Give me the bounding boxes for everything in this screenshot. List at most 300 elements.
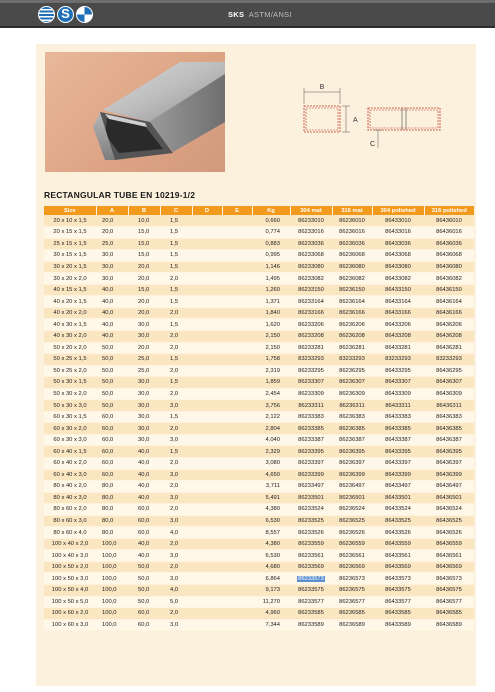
table-cell-316-mat: 86236585 <box>332 608 372 620</box>
table-row <box>44 619 474 631</box>
table-cell-b: 30,0 <box>128 411 160 423</box>
table-cell-316-mat: 86236068 <box>332 250 372 262</box>
table-cell-316-polished: 86436559 <box>424 538 474 550</box>
table-cell-size: 60 x 30 x 1,5 <box>44 411 96 423</box>
table-cell-a: 40,0 <box>96 330 128 342</box>
table-cell-e <box>222 400 252 412</box>
table-cell-size: 50 x 30 x 3,0 <box>44 400 96 412</box>
table-title: RECTANGULAR TUBE EN 10219-1/2 <box>44 190 196 200</box>
table-cell-316-mat: 86236399 <box>332 469 372 481</box>
table-cell-304-polished: 86433589 <box>372 619 424 631</box>
table-cell-size: 30 x 15 x 1,5 <box>44 250 96 262</box>
table-cell-316-mat: 86236206 <box>332 319 372 331</box>
table-cell-a: 50,0 <box>96 354 128 366</box>
table-cell-304-polished: 86433577 <box>372 596 424 608</box>
table-cell-b: 30,0 <box>128 377 160 389</box>
table-row <box>44 273 474 285</box>
table-cell-304-mat <box>290 573 332 585</box>
table-cell-304-mat: 86233575 <box>290 585 332 597</box>
dimension-b-label: B <box>319 84 325 91</box>
table-cell-316-polished: 86436569 <box>424 561 474 573</box>
table-cell-e <box>222 273 252 285</box>
table-cell-e <box>222 608 252 620</box>
table-cell-316-polished: 86436150 <box>424 284 474 296</box>
table-cell-304-polished: 86433295 <box>372 365 424 377</box>
table-cell-kg: 6,864 <box>252 573 290 585</box>
table-cell-304-polished: 86433068 <box>372 250 424 262</box>
table-cell-304-polished: 86433036 <box>372 238 424 250</box>
table-cell-e <box>222 238 252 250</box>
table-cell-c: 2,0 <box>160 504 192 516</box>
dimension-drawing <box>290 78 450 158</box>
table-row <box>44 423 474 435</box>
table-cell-304-mat: 86233569 <box>290 561 332 573</box>
table-cell-304-polished: 86433150 <box>372 284 424 296</box>
column-header-316-mat: 316 mat <box>332 206 372 215</box>
table-cell-a: 60,0 <box>96 446 128 458</box>
table-cell-c: 3,0 <box>160 492 192 504</box>
table-cell-d <box>192 457 222 469</box>
table-row <box>44 457 474 469</box>
table-cell-c: 2,0 <box>160 307 192 319</box>
table-cell-316-polished: 86436208 <box>424 330 474 342</box>
table-cell-b: 20,0 <box>128 261 160 273</box>
table-cell-kg: 2,329 <box>252 446 290 458</box>
table-cell-a: 60,0 <box>96 469 128 481</box>
table-cell-a: 80,0 <box>96 504 128 516</box>
table-cell-size: 40 x 20 x 2,0 <box>44 307 96 319</box>
table-cell-a: 100,0 <box>96 585 128 597</box>
table-cell-size: 60 x 40 x 1,5 <box>44 446 96 458</box>
table-cell-kg: 11,270 <box>252 596 290 608</box>
table-cell-e <box>222 365 252 377</box>
table-cell-c: 1,5 <box>160 215 192 227</box>
table-cell-size: 20 x 15 x 1,5 <box>44 227 96 239</box>
table-cell-304-mat: 86233016 <box>290 227 332 239</box>
table-cell-e <box>222 250 252 262</box>
table-cell-c: 2,0 <box>160 423 192 435</box>
table-cell-size: 50 x 25 x 2,0 <box>44 365 96 377</box>
table-cell-c: 1,5 <box>160 227 192 239</box>
table-cell-a: 25,0 <box>96 238 128 250</box>
table-cell-a: 80,0 <box>96 515 128 527</box>
table-cell-316-polished: 86436397 <box>424 457 474 469</box>
table-cell-size: 40 x 30 x 1,5 <box>44 319 96 331</box>
table-cell-304-mat: 86233387 <box>290 434 332 446</box>
table-cell-size: 80 x 40 x 2,0 <box>44 481 96 493</box>
table-cell-304-polished: 86433080 <box>372 261 424 273</box>
table-cell-a: 100,0 <box>96 596 128 608</box>
table-cell-c: 1,5 <box>160 250 192 262</box>
table-cell-d <box>192 446 222 458</box>
table-row <box>44 307 474 319</box>
table-cell-d <box>192 411 222 423</box>
table-cell-304-polished: 86433395 <box>372 446 424 458</box>
table-cell-a: 60,0 <box>96 411 128 423</box>
table-cell-a: 30,0 <box>96 261 128 273</box>
table-cell-a: 60,0 <box>96 457 128 469</box>
logo-disc-stripes-icon <box>38 6 55 23</box>
table-cell-d <box>192 296 222 308</box>
table-cell-d <box>192 481 222 493</box>
table-cell-b: 15,0 <box>128 250 160 262</box>
table-cell-304-mat: 86233385 <box>290 423 332 435</box>
table-cell-size: 40 x 15 x 1,5 <box>44 284 96 296</box>
table-cell-e <box>222 573 252 585</box>
table-cell-316-mat: 86236397 <box>332 457 372 469</box>
table-cell-304-mat: 86233208 <box>290 330 332 342</box>
table-row <box>44 411 474 423</box>
table-cell-size: 60 x 30 x 2,0 <box>44 423 96 435</box>
table-cell-d <box>192 365 222 377</box>
table-cell-kg: 6,530 <box>252 550 290 562</box>
table-cell-kg: 4,040 <box>252 434 290 446</box>
table-cell-304-mat: 86233295 <box>290 365 332 377</box>
table-cell-c: 2,0 <box>160 388 192 400</box>
table-cell-c: 3,0 <box>160 434 192 446</box>
table-row <box>44 319 474 331</box>
table-cell-316-mat: 86236559 <box>332 538 372 550</box>
table-cell-kg: 2,122 <box>252 411 290 423</box>
table-cell-c: 1,5 <box>160 296 192 308</box>
table-cell-c: 2,0 <box>160 538 192 550</box>
table-cell-304-mat: 86233589 <box>290 619 332 631</box>
table-cell-b: 25,0 <box>128 354 160 366</box>
table-cell-b: 30,0 <box>128 400 160 412</box>
table-cell-d <box>192 550 222 562</box>
table-cell-304-mat: 86233307 <box>290 377 332 389</box>
table-cell-316-polished: 86436016 <box>424 227 474 239</box>
table-cell-c: 1,5 <box>160 261 192 273</box>
table-cell-kg: 1,859 <box>252 377 290 389</box>
table-cell-316-polished: 86436307 <box>424 377 474 389</box>
table-cell-316-mat: 86236010 <box>332 215 372 227</box>
table-cell-size: 100 x 60 x 2,0 <box>44 608 96 620</box>
table-cell-304-polished: 86433524 <box>372 504 424 516</box>
table-row <box>44 469 474 481</box>
table-row <box>44 538 474 550</box>
table-cell-e <box>222 296 252 308</box>
table-cell-d <box>192 330 222 342</box>
table-cell-316-mat: 86236577 <box>332 596 372 608</box>
table-cell-e <box>222 527 252 539</box>
table-row <box>44 527 474 539</box>
table-cell-a: 100,0 <box>96 608 128 620</box>
table-cell-316-mat: 86236383 <box>332 411 372 423</box>
table-cell-304-mat: 86233068 <box>290 250 332 262</box>
table-cell-316-polished: 86436295 <box>424 365 474 377</box>
table-cell-size: 30 x 20 x 1,5 <box>44 261 96 273</box>
table-cell-size: 60 x 40 x 2,0 <box>44 457 96 469</box>
table-cell-304-mat: 86233082 <box>290 273 332 285</box>
table-cell-b: 20,0 <box>128 296 160 308</box>
table-cell-size: 100 x 40 x 2,0 <box>44 538 96 550</box>
table-cell-316-polished: 86436395 <box>424 446 474 458</box>
table-cell-b: 20,0 <box>128 342 160 354</box>
column-header-e: E <box>222 206 252 215</box>
table-cell-b: 60,0 <box>128 504 160 516</box>
table-cell-316-polished: 86436385 <box>424 423 474 435</box>
table-cell-304-polished: 86433387 <box>372 434 424 446</box>
header-bottom-strip <box>0 26 495 28</box>
table-cell-a: 80,0 <box>96 492 128 504</box>
table-cell-kg: 0,883 <box>252 238 290 250</box>
table-body <box>44 215 474 631</box>
table-cell-b: 50,0 <box>128 573 160 585</box>
table-row <box>44 377 474 389</box>
table-cell-b: 30,0 <box>128 319 160 331</box>
table-cell-a: 30,0 <box>96 250 128 262</box>
table-cell-b: 40,0 <box>128 469 160 481</box>
table-cell-a: 40,0 <box>96 284 128 296</box>
table-cell-d <box>192 284 222 296</box>
table-cell-316-polished: 86436577 <box>424 596 474 608</box>
table-cell-kg: 3,711 <box>252 481 290 493</box>
table-cell-316-mat: 86236166 <box>332 307 372 319</box>
table-cell-d <box>192 469 222 481</box>
table-row <box>44 354 474 366</box>
table-cell-kg: 2,804 <box>252 423 290 435</box>
table-cell-d <box>192 515 222 527</box>
table-cell-e <box>222 423 252 435</box>
table-cell-b: 60,0 <box>128 515 160 527</box>
tube-spec-table <box>44 206 474 631</box>
table-cell-316-mat: 86236208 <box>332 330 372 342</box>
brand-name: SKS <box>228 10 245 19</box>
table-cell-d <box>192 527 222 539</box>
table-row <box>44 238 474 250</box>
table-cell-304-polished: 86433573 <box>372 573 424 585</box>
table-cell-size: 30 x 20 x 2,0 <box>44 273 96 285</box>
table-cell-304-mat: 86233561 <box>290 550 332 562</box>
table-cell-316-polished: 86436068 <box>424 250 474 262</box>
table-cell-a: 50,0 <box>96 377 128 389</box>
table-cell-316-mat: 86236036 <box>332 238 372 250</box>
table-cell-e <box>222 515 252 527</box>
table-cell-a: 50,0 <box>96 365 128 377</box>
table-cell-c: 3,0 <box>160 469 192 481</box>
table-cell-b: 50,0 <box>128 561 160 573</box>
table-cell-316-polished: 86436387 <box>424 434 474 446</box>
table-cell-316-mat: 86236307 <box>332 377 372 389</box>
table-cell-a: 100,0 <box>96 550 128 562</box>
table-cell-a: 30,0 <box>96 273 128 285</box>
table-cell-e <box>222 215 252 227</box>
table-cell-a: 100,0 <box>96 619 128 631</box>
table-cell-size: 40 x 30 x 2,0 <box>44 330 96 342</box>
table-cell-316-mat: 86236497 <box>332 481 372 493</box>
table-cell-size: 80 x 60 x 4,0 <box>44 527 96 539</box>
table-cell-e <box>222 284 252 296</box>
table-cell-304-polished: 86433307 <box>372 377 424 389</box>
table-cell-kg: 1,620 <box>252 319 290 331</box>
table-row <box>44 284 474 296</box>
brand-standard: ASTM/ANSI <box>248 10 292 19</box>
column-header-d: D <box>192 206 222 215</box>
rectangular-tube-illustration <box>45 52 225 172</box>
table-cell-316-mat: 83233293 <box>332 354 372 366</box>
table-row <box>44 446 474 458</box>
table-cell-size: 100 x 50 x 4,0 <box>44 585 96 597</box>
table-cell-kg: 1,840 <box>252 307 290 319</box>
table-cell-304-mat: 86233577 <box>290 596 332 608</box>
table-cell-304-polished: 86433311 <box>372 400 424 412</box>
table-cell-c: 2,0 <box>160 561 192 573</box>
table-cell-d <box>192 388 222 400</box>
table-cell-b: 40,0 <box>128 446 160 458</box>
table-cell-c: 4,0 <box>160 585 192 597</box>
table-cell-316-mat: 86236589 <box>332 619 372 631</box>
table-cell-316-polished: 86436082 <box>424 273 474 285</box>
table-cell-304-mat: 86233395 <box>290 446 332 458</box>
table-cell-kg: 4,960 <box>252 608 290 620</box>
table-cell-a: 20,0 <box>96 227 128 239</box>
table-cell-c: 3,0 <box>160 550 192 562</box>
table-cell-316-polished: 86436573 <box>424 573 474 585</box>
table-cell-kg: 3,080 <box>252 457 290 469</box>
table-cell-316-polished: 86436036 <box>424 238 474 250</box>
table-cell-d <box>192 504 222 516</box>
table-cell-d <box>192 273 222 285</box>
table-row <box>44 365 474 377</box>
table-cell-size: 50 x 25 x 1,5 <box>44 354 96 366</box>
table-row <box>44 515 474 527</box>
table-cell-d <box>192 573 222 585</box>
table-cell-kg: 1,260 <box>252 284 290 296</box>
table-cell-kg: 2,454 <box>252 388 290 400</box>
logo-disc-quadrant-icon <box>76 6 93 23</box>
table-cell-a: 40,0 <box>96 307 128 319</box>
table-cell-316-polished: 86436526 <box>424 527 474 539</box>
table-cell-b: 40,0 <box>128 550 160 562</box>
table-cell-b: 50,0 <box>128 585 160 597</box>
table-cell-a: 50,0 <box>96 342 128 354</box>
table-cell-304-polished: 86433399 <box>372 469 424 481</box>
header-strip <box>0 0 495 3</box>
table-cell-316-polished: 86436497 <box>424 481 474 493</box>
table-row <box>44 227 474 239</box>
table-cell-e <box>222 550 252 562</box>
table-cell-d <box>192 423 222 435</box>
table-cell-c: 4,0 <box>160 527 192 539</box>
table-cell-b: 60,0 <box>128 527 160 539</box>
table-cell-c: 2,0 <box>160 457 192 469</box>
table-cell-316-mat: 86236309 <box>332 388 372 400</box>
table-cell-a: 80,0 <box>96 481 128 493</box>
selected-cell-text[interactable]: 86233573 <box>298 575 324 582</box>
table-cell-c: 2,0 <box>160 273 192 285</box>
table-cell-d <box>192 342 222 354</box>
table-row <box>44 330 474 342</box>
table-cell-d <box>192 619 222 631</box>
column-header-kg: Kg <box>252 206 290 215</box>
table-row <box>44 573 474 585</box>
table-cell-304-polished: 86433309 <box>372 388 424 400</box>
table-cell-a: 50,0 <box>96 400 128 412</box>
table-cell-size: 40 x 20 x 1,5 <box>44 296 96 308</box>
table-cell-e <box>222 619 252 631</box>
table-cell-e <box>222 354 252 366</box>
table-cell-316-polished: 83233293 <box>424 354 474 366</box>
table-cell-d <box>192 215 222 227</box>
column-header-304-polished: 304 polished <box>372 206 424 215</box>
table-cell-kg: 8,557 <box>252 527 290 539</box>
table-cell-304-mat: 86233397 <box>290 457 332 469</box>
table-cell-e <box>222 261 252 273</box>
table-cell-304-mat: 83233293 <box>290 354 332 366</box>
table-cell-d <box>192 400 222 412</box>
table-cell-316-polished: 86436164 <box>424 296 474 308</box>
table-cell-size: 60 x 40 x 3,0 <box>44 469 96 481</box>
table-cell-b: 25,0 <box>128 365 160 377</box>
column-header-c: C <box>160 206 192 215</box>
table-cell-e <box>222 434 252 446</box>
table-cell-e <box>222 538 252 550</box>
table-cell-b: 15,0 <box>128 284 160 296</box>
table-cell-e <box>222 227 252 239</box>
table-cell-e <box>222 596 252 608</box>
table-cell-304-mat: 86233383 <box>290 411 332 423</box>
table-cell-kg: 5,491 <box>252 492 290 504</box>
table-cell-size: 100 x 50 x 3,0 <box>44 573 96 585</box>
table-cell-316-polished: 86436311 <box>424 400 474 412</box>
column-header-a: A <box>96 206 128 215</box>
table-cell-e <box>222 504 252 516</box>
table-cell-e <box>222 411 252 423</box>
table-cell-a: 60,0 <box>96 434 128 446</box>
table-cell-b: 40,0 <box>128 457 160 469</box>
table-cell-316-polished: 86436575 <box>424 585 474 597</box>
table-cell-316-mat: 86236082 <box>332 273 372 285</box>
table-cell-kg: 2,150 <box>252 330 290 342</box>
table-cell-size: 100 x 50 x 5,0 <box>44 596 96 608</box>
table-cell-316-polished: 86436589 <box>424 619 474 631</box>
table-cell-d <box>192 434 222 446</box>
table-cell-304-mat: 86233164 <box>290 296 332 308</box>
table-cell-kg: 0,660 <box>252 215 290 227</box>
table-cell-kg: 1,371 <box>252 296 290 308</box>
column-header-b: B <box>128 206 160 215</box>
table-cell-304-polished: 86433164 <box>372 296 424 308</box>
table-cell-316-polished: 86436206 <box>424 319 474 331</box>
table-cell-316-polished: 86436309 <box>424 388 474 400</box>
table-cell-c: 2,0 <box>160 330 192 342</box>
table-cell-304-polished: 86433010 <box>372 215 424 227</box>
table-row <box>44 434 474 446</box>
table-cell-kg: 2,150 <box>252 342 290 354</box>
table-cell-b: 40,0 <box>128 538 160 550</box>
table-cell-304-mat: 86233497 <box>290 481 332 493</box>
table-cell-kg: 0,774 <box>252 227 290 239</box>
table-cell-d <box>192 585 222 597</box>
table-cell-316-polished: 86436501 <box>424 492 474 504</box>
table-cell-304-polished: 86433385 <box>372 423 424 435</box>
table-cell-316-mat: 86236395 <box>332 446 372 458</box>
table-cell-kg: 4,680 <box>252 561 290 573</box>
table-cell-316-polished: 86436010 <box>424 215 474 227</box>
table-row <box>44 481 474 493</box>
table-cell-kg: 4,380 <box>252 504 290 516</box>
table-cell-size: 80 x 60 x 2,0 <box>44 504 96 516</box>
table-cell-kg: 4,380 <box>252 538 290 550</box>
table-cell-kg: 3,756 <box>252 400 290 412</box>
column-header-316-polished: 316 polished <box>424 206 474 215</box>
table-header-row <box>44 206 474 215</box>
table-cell-316-mat: 86236524 <box>332 504 372 516</box>
table-row <box>44 561 474 573</box>
table-cell-c: 3,0 <box>160 400 192 412</box>
table-cell-316-polished: 86436524 <box>424 504 474 516</box>
